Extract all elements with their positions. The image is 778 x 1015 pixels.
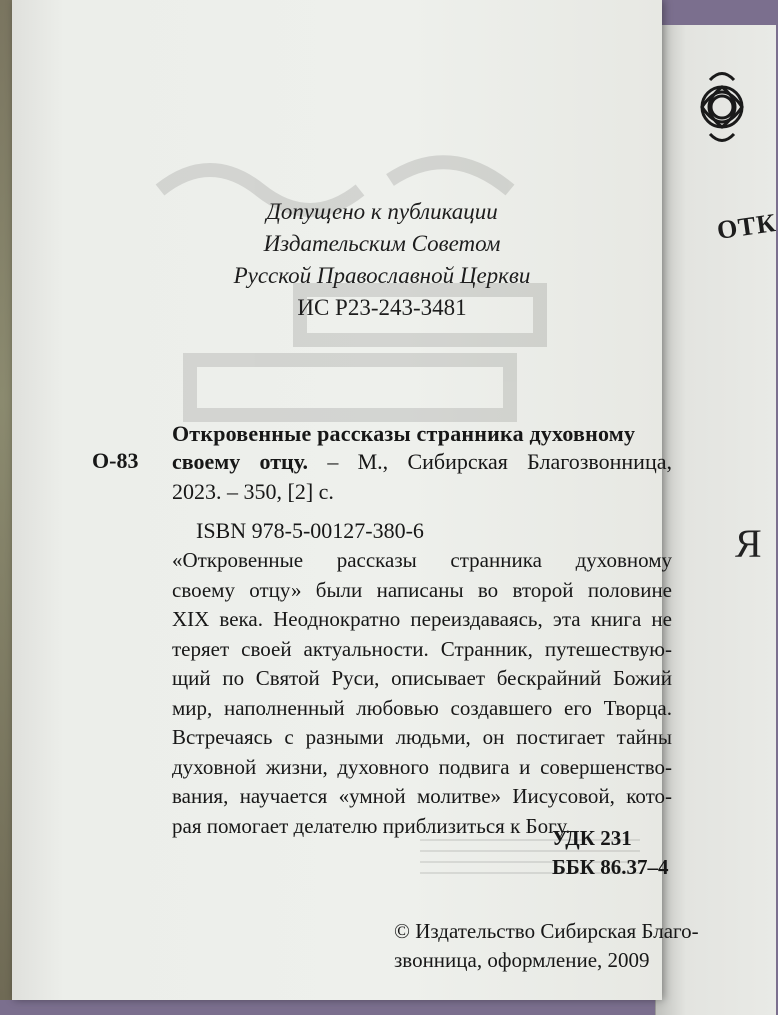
copyright-notice: [394, 917, 699, 975]
copyright-line: © Издательство Сибирская Благо-: [394, 919, 699, 943]
next-page-dropcap-fragment: Я: [735, 521, 762, 566]
approval-line: Русской Православной Церкви: [233, 263, 531, 288]
next-page-heading-fragment: ОТК: [715, 208, 778, 245]
annotation-line: духовной жизни, духовного подвига и совершенство-: [172, 754, 672, 779]
approval-line: Издательским Советом: [263, 231, 501, 256]
annotation: [172, 546, 672, 841]
celtic-knot-ornament-icon: [690, 62, 750, 152]
bbk-code: ББК 86.37–4: [552, 855, 669, 879]
isbn: ISBN 978-5-00127-380-6: [196, 518, 424, 543]
annotation-line: рая помогает делателю приблизиться к Богу.: [172, 813, 571, 838]
copyright-line: звонница, оформление, 2009: [394, 948, 650, 972]
bibliographic-title: Откровенные рассказы странника духовному: [172, 421, 636, 446]
annotation-line: своему отцу» были написаны во второй половине: [172, 577, 672, 602]
classification-codes: [552, 824, 669, 882]
annotation-line: щий по Святой Руси, описывает бескрайний Божий: [172, 666, 672, 690]
approval-code: ИС Р23-243-3481: [297, 295, 467, 320]
publication-details: 2023. – 350, [2] с.: [172, 479, 334, 504]
annotation-line: теряет своей актуальности. Странник, путешествую-: [172, 636, 672, 661]
annotation-line: XIX века. Неоднократно переиздаваясь, эта книга не: [172, 607, 672, 631]
annotation-line: Встречаясь с разными людьми, он постигает тайны: [172, 725, 672, 749]
annotation-line: мир, наполненный любовью создавшего его Творца.: [172, 695, 672, 720]
publication-approval: [222, 196, 542, 324]
bibliographic-title-end: своему отцу.: [172, 449, 309, 474]
annotation-line: «Откровенные рассказы странника духовному: [172, 548, 672, 572]
udk-code: УДК 231: [552, 826, 632, 850]
approval-line: Допущено к публикации: [266, 199, 498, 224]
annotation-line: вания, научается «умной молитве» Иисусовой, кото-: [172, 784, 672, 808]
publisher-info: – М., Сибирская Благозвонница,: [308, 449, 672, 474]
bibliographic-line: [172, 448, 672, 476]
call-number: О-83: [92, 448, 139, 473]
